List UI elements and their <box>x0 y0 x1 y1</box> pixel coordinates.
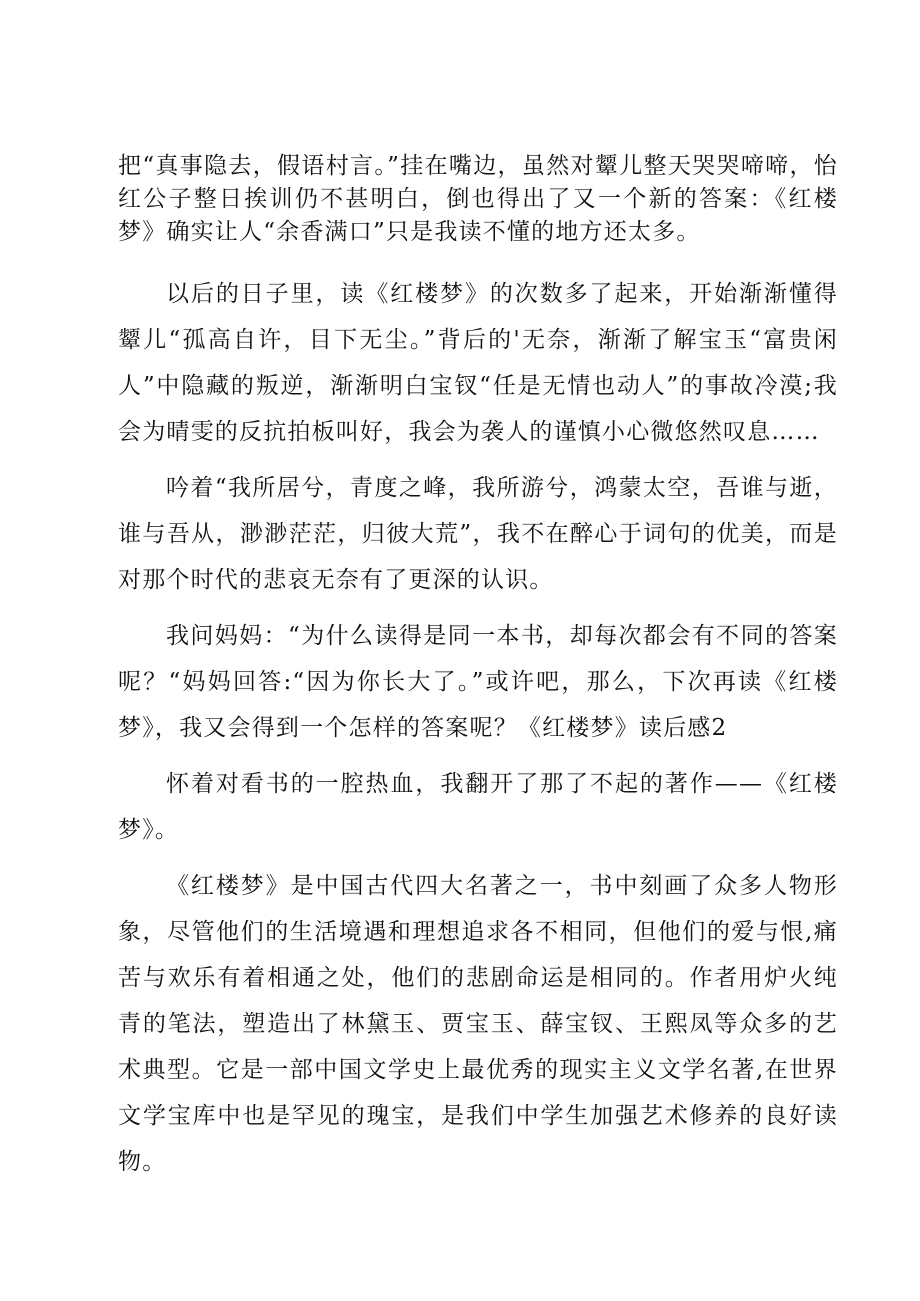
paragraph-1: 把“真事隐去，假语村言。”挂在嘴边，虽然对颦儿整天哭哭啼啼，怡红公子整日挨训仍不甚明白，倒也得出了又一个新的答案：《红楼梦》确实让人“余香满口”只是我读不懂的地方还太多。 <box>118 153 838 245</box>
paragraph-2: 以后的日子里，读《红楼梦》的次数多了起来，开始渐渐懂得颦儿“孤高自许，目下无尘。”背后的'无奈，渐渐了解宝玉“富贵闲人”中隐藏的叛逆，渐渐明白宝钗“任是无情也动人”的事故冷漠;我会为晴雯的反抗拍板叫好，我会为袭人的谨慎小心微悠然叹息…… <box>118 281 838 445</box>
paragraph-4: 我问妈妈：“为什么读得是同一本书，却每次都会有不同的答案呢？“妈妈回答:“因为你长大了。”或许吧，那么，下次再读《红楼梦》，我又会得到一个怎样的答案呢？《红楼梦》读后感2 <box>118 623 838 741</box>
document-page <box>118 150 838 1185</box>
paragraph-6: 《红楼梦》是中国古代四大名著之一，书中刻画了众多人物形象，尽管他们的生活境遇和理想追求各不相同，但他们的爱与恨,痛苦与欢乐有着相通之处，他们的悲剧命运是相同的。作者用炉火纯青的笔法，塑造出了林黛玉、贾宝玉、薛宝钗、王熙凤等众多的艺术典型。它是一部中国文学史上最优秀的现实主义文学名著,在世界文学宝库中也是罕见的瑰宝，是我们中学生加强艺术修养的良好读物。 <box>118 873 838 1175</box>
paragraph-3: 吟着“我所居兮，青度之峰，我所游兮，鸿蒙太空，吾谁与逝，谁与吾从，渺渺茫茫，归彼大荒”，我不在醉心于词句的优美，而是对那个时代的悲哀无奈有了更深的认识。 <box>118 475 838 593</box>
paragraph-5: 怀着对看书的一腔热血，我翻开了那了不起的著作——《红楼梦》。 <box>118 771 838 843</box>
